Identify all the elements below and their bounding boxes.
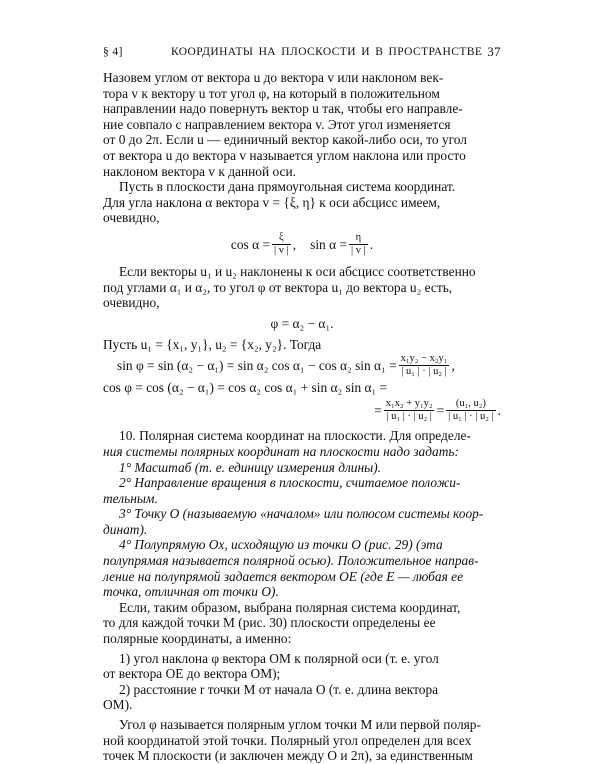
text: 3° Точку O (называемую «началом» или полюсом системы коор-	[119, 506, 484, 522]
eq-term: .	[497, 402, 501, 418]
text: точка, отличная от точки O).	[103, 584, 279, 600]
text: от 0 до 2π. Если u — единичный вектор какой-либо оси, то угол	[103, 132, 467, 148]
fraction	[399, 353, 450, 378]
text-line	[103, 584, 501, 600]
equation-phi	[103, 315, 501, 333]
text-line	[103, 179, 501, 195]
text-line	[103, 280, 501, 296]
eq-term: ,	[292, 237, 297, 253]
text: ление на полупрямой задается вектором OE (где E — любая ее	[103, 568, 464, 584]
text-line	[103, 70, 501, 86]
list-item	[103, 651, 501, 667]
equation-sin-phi	[103, 352, 501, 378]
section-marker: § 4]	[103, 46, 123, 58]
text: то для каждой точки M (рис. 30) плоскости определены ее	[103, 615, 436, 631]
text-line	[103, 553, 501, 569]
text: точек M плоскости (и заключен между O и 2π), за единственным	[103, 748, 473, 764]
text-line	[103, 264, 501, 280]
text: 4° Полупрямую Ox, исходящую из точки O (рис. 29) (эта	[119, 537, 443, 553]
denominator: | v |	[274, 245, 289, 257]
text: 1° Масштаб (т. е. единицу измерения длины).	[119, 459, 382, 475]
text-line	[103, 117, 501, 133]
equation-cos-phi	[103, 378, 501, 396]
section-heading-line	[103, 428, 501, 444]
running-header	[103, 44, 501, 62]
equation-cos-sin-alpha	[103, 232, 501, 258]
text: Пусть в плоскости дана прямоугольная система координат.	[119, 179, 456, 195]
text-line	[103, 717, 501, 733]
list-item	[103, 682, 501, 698]
text-line	[103, 475, 501, 491]
eq-term: .	[369, 237, 374, 253]
text: 10. Полярная система координат на плоскости. Для определе-	[119, 428, 471, 444]
text-line	[103, 506, 501, 522]
text-line	[103, 164, 501, 180]
text: Угол φ называется полярным углом точки M или первой поляр-	[119, 717, 481, 732]
page-number: 37	[487, 44, 501, 59]
eq-term: =	[374, 402, 382, 418]
text: ной координатой этой точки. Полярный угол определен для всех	[103, 732, 472, 748]
text: полупрямая называется полярной осью). Положительное направ-	[103, 553, 479, 569]
text-line	[103, 337, 501, 353]
text-line	[103, 569, 501, 585]
text: Пусть u₁ = {x₁, y₁}, u₂ = {x₂, y₂}. Тогда	[103, 336, 322, 352]
text: ния системы полярных координат на плоскости надо задать:	[103, 443, 459, 459]
numerator: x₁y₂ − x₂y₁	[400, 352, 448, 364]
denominator: | u₁ | · | u₂ |	[386, 410, 432, 422]
text: OM).	[103, 697, 133, 713]
text: 2° Направление вращения в плоскости, считаемое положи-	[119, 475, 461, 491]
text-line	[103, 615, 501, 631]
fraction	[272, 232, 291, 257]
text-line	[103, 631, 501, 647]
fraction	[446, 398, 495, 423]
text: тора v к вектору u тот угол φ, на который в положительном	[103, 85, 440, 101]
numerator: (u₁, u₂)	[455, 397, 486, 409]
eq-term: sin α =	[310, 237, 347, 253]
text-line	[103, 148, 501, 164]
text: от вектора u до вектора v называется углом наклона или просто	[103, 147, 466, 163]
text-line	[103, 101, 501, 117]
denominator: | v |	[351, 245, 366, 257]
eq-term: cos φ = cos (α₂ − α₁) = cos α₂ cos α₁ + sin α₂ sin α₁ =	[103, 379, 388, 395]
text: динат).	[103, 521, 148, 537]
running-title: КООРДИНАТЫ НА ПЛОСКОСТИ И В ПРОСТРАНСТВЕ	[171, 46, 483, 58]
equation-cos-phi-result	[103, 396, 501, 424]
numerator: η	[355, 232, 362, 244]
eq-term: φ = α₂ − α₁.	[270, 315, 334, 331]
eq-term: cos α =	[230, 237, 271, 253]
text-line	[103, 522, 501, 538]
text: очевидно,	[103, 210, 160, 226]
denominator: | u₁ | · | u₂ |	[448, 410, 494, 422]
text-line	[103, 86, 501, 102]
text: полярные координаты, а именно:	[103, 631, 292, 647]
text-line	[103, 295, 501, 311]
list-item-cont	[103, 666, 501, 682]
fraction	[349, 232, 368, 257]
numerator: ξ	[279, 232, 284, 244]
text-line	[103, 537, 501, 553]
text-line	[103, 210, 501, 226]
text: ние совпало с направлением вектора v. Этот угол изменяется	[103, 116, 451, 132]
eq-term: ,	[451, 357, 455, 373]
page-body	[103, 70, 501, 764]
text: Для угла наклона α вектора v = {ξ, η} к оси абсцисс имеем,	[103, 194, 441, 210]
text-line	[103, 460, 501, 476]
text-line	[103, 748, 501, 764]
text-line	[103, 600, 501, 616]
text: 1) угол наклона φ вектора OM к полярной оси (т. е. угол	[119, 650, 439, 666]
text: под углами α₁ и α₂, то угол φ от вектора u₁ до вектора u₂ есть,	[103, 279, 453, 295]
text: направлении надо повернуть вектор u так, чтобы его направле-	[103, 101, 463, 117]
text-line	[103, 491, 501, 507]
fraction	[384, 398, 435, 423]
eq-term: sin φ = sin (α₂ − α₁) = sin α₂ cos α₁ − cos α₂ sin α₁ =	[117, 357, 397, 373]
text-line	[103, 132, 501, 148]
text: Если, таким образом, выбрана полярная система координат,	[119, 599, 461, 615]
text: Назовем углом от вектора u до вектора v или наклоном век-	[103, 70, 444, 85]
text: очевидно,	[103, 295, 160, 311]
text-line	[103, 444, 501, 460]
list-item-cont	[103, 697, 501, 713]
text: 2) расстояние r точки M от начала O (т. е. длина вектора	[119, 681, 439, 697]
text-line	[103, 733, 501, 749]
text: тельным.	[103, 490, 158, 506]
eq-term: =	[436, 402, 445, 418]
text-line	[103, 195, 501, 211]
denominator: | u₁ | · | u₂ |	[401, 365, 447, 377]
text: Если векторы u₁ и u₂ наклонены к оси абсцисс соответственно	[119, 263, 476, 279]
text: наклоном вектора v к данной оси.	[103, 163, 296, 179]
text: от вектора OE до вектора OM);	[103, 666, 281, 682]
numerator: x₁x₂ + y₁y₂	[385, 397, 433, 409]
